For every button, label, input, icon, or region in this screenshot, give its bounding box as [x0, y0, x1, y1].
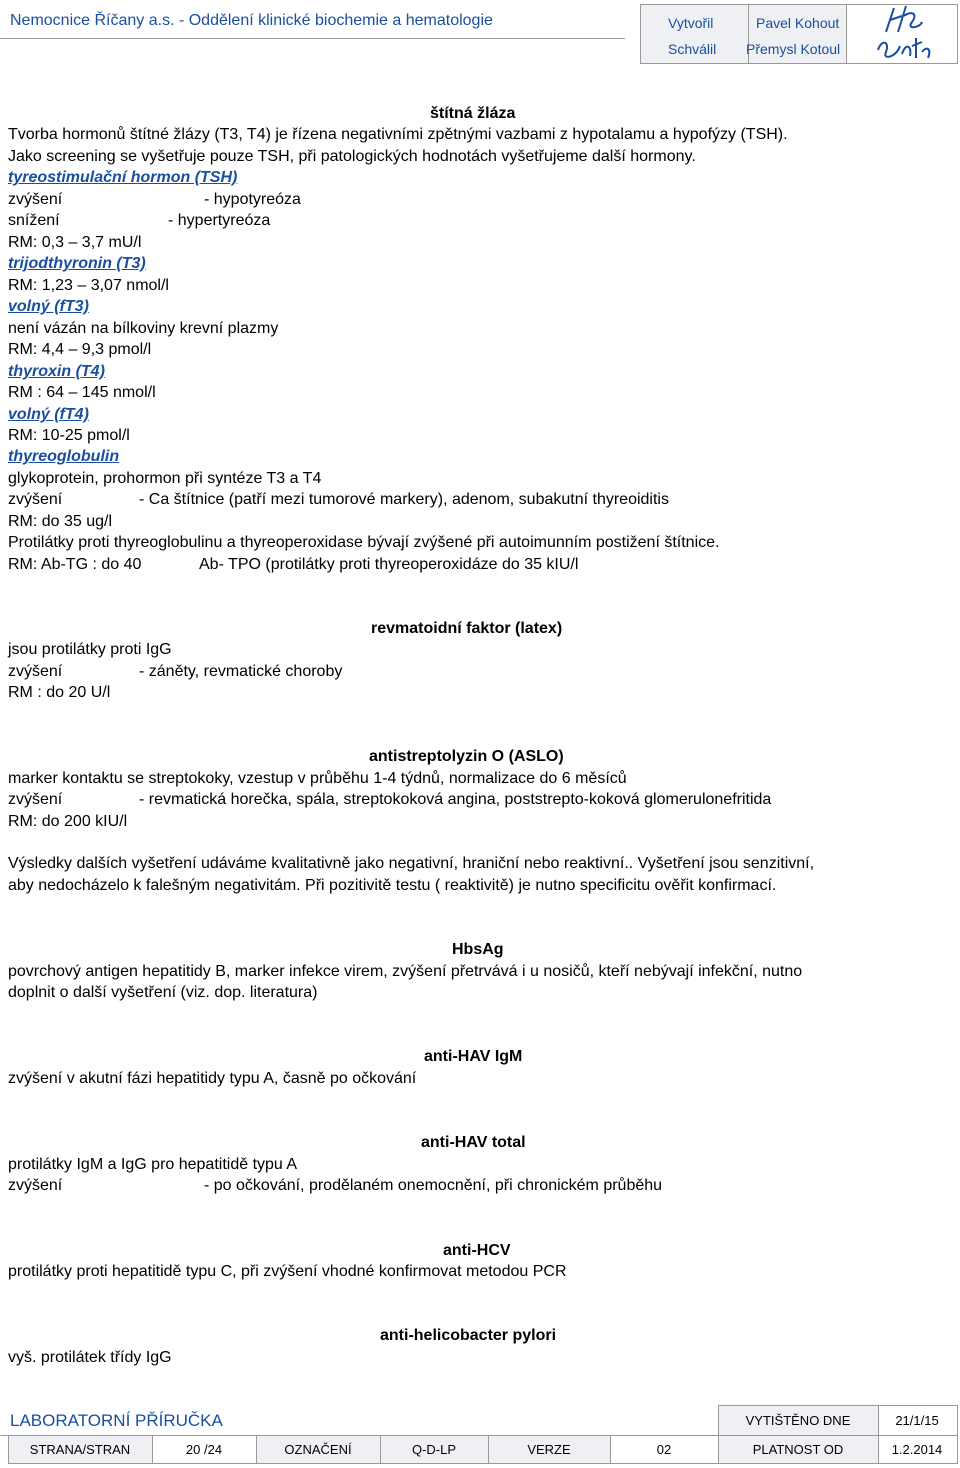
t4-reference: RM : 64 – 145 nmol/l — [8, 384, 156, 401]
aslo-line-1: marker kontaktu se streptokoky, vzestup v průběhu 1-4 týdnů, normalizace do 6 měsíců — [8, 770, 627, 787]
hav-igm-heading: anti-HAV IgM — [424, 1048, 523, 1065]
tsh-decrease-value: - hypertyreóza — [168, 212, 271, 229]
ft3-note: není vázán na bílkoviny krevní plazmy — [8, 320, 279, 337]
mark-label: OZNAČENÍ — [284, 1442, 352, 1457]
tsh-title: tyreostimulační hormon (TSH) — [8, 169, 238, 186]
rf-increase-value: - záněty, revmatické choroby — [139, 663, 343, 680]
aslo-note-2: aby nedocházelo k falešným negativitám. Při pozitivitě testu ( reaktivitě) je nutno specificitu ověřit konfirmací. — [8, 877, 777, 894]
tsh-increase-label: zvýšení — [8, 191, 63, 208]
approved-by: Přemysl Kotoul — [746, 41, 841, 57]
created-by: Pavel Kohout — [756, 15, 840, 31]
page-header — [0, 0, 960, 64]
tg-increase-label: zvýšení — [8, 491, 63, 508]
page-footer — [0, 1405, 960, 1465]
hcv-heading: anti-HCV — [443, 1242, 511, 1259]
version-value: 02 — [656, 1442, 672, 1457]
tsh-increase-value: - hypotyreóza — [204, 191, 301, 208]
thyroid-intro-1: Tvorba hormonů štítné žlázy (T3, T4) je řízena negativními zpětnými vazbami z hypotalamu a hypofýzy (TSH). — [8, 126, 788, 143]
rf-heading: revmatoidní faktor (latex) — [371, 620, 563, 637]
footer-title: LABORATORNÍ PŘÍRUČKA — [10, 1411, 223, 1430]
version-label: VERZE — [527, 1442, 571, 1457]
approved-label: Schválil — [668, 41, 717, 57]
printed-label: VYTIŠTĚNO DNE — [745, 1413, 851, 1428]
header-title: Nemocnice Říčany a.s. - Oddělení klinické biochemie a hematologie — [10, 12, 493, 29]
hav-total-heading: anti-HAV total — [421, 1134, 526, 1151]
aslo-increase-label: zvýšení — [8, 791, 63, 808]
hbsag-line-2: doplnit o další vyšetření (viz. dop. literatura) — [8, 984, 318, 1001]
hp-line-1: vyš. protilátek třídy IgG — [8, 1349, 172, 1366]
t3-title: trijodthyronin (T3) — [8, 255, 146, 272]
antibody-tpo-reference: Ab- TPO (protilátky proti thyreoperoxidáze do 35 kIU/l — [199, 556, 579, 573]
ft4-reference: RM: 10-25 pmol/l — [8, 427, 130, 444]
rf-increase-label: zvýšení — [8, 663, 63, 680]
signature-logo — [872, 2, 934, 64]
page-value: 20 /24 — [185, 1442, 223, 1457]
ft3-title: volný (fT3) — [8, 298, 89, 315]
tg-increase-value: - Ca štítnice (patří mezi tumorové markery), adenom, subakutní thyreoiditis — [139, 491, 669, 508]
created-label: Vytvořil — [668, 15, 714, 31]
antibody-tg-reference: RM: Ab-TG : do 40 — [8, 556, 142, 573]
tsh-reference: RM: 0,3 – 3,7 mU/l — [8, 234, 142, 251]
aslo-note-1: Výsledky dalších vyšetření udáváme kvalitativně jako negativní, hraniční nebo reaktivní.. Vyšetření jsou senzitivní, — [8, 855, 815, 872]
tg-title: thyreoglobulin — [8, 448, 120, 465]
ft3-reference: RM: 4,4 – 9,3 pmol/l — [8, 341, 152, 358]
thyroid-intro-2: Jako screening se vyšetřuje pouze TSH, při patologických hodnotách vyšetřujeme další hormony. — [8, 148, 696, 165]
hbsag-line-1: povrchový antigen hepatitidy B, marker infekce virem, zvýšení přetrvává i u nosičů, kteří nebývají infekční, nutno — [8, 963, 803, 980]
tg-note: glykoprotein, prohormon při syntéze T3 a T4 — [8, 470, 322, 487]
valid-label: PLATNOST OD — [752, 1442, 844, 1457]
thyroid-heading: štítná žláza — [430, 105, 516, 122]
t3-reference: RM: 1,23 – 3,07 nmol/l — [8, 277, 169, 294]
ft4-title: volný (fT4) — [8, 406, 89, 423]
hp-heading: anti-helicobacter pylori — [380, 1327, 557, 1344]
rf-line-1: jsou protilátky proti IgG — [8, 641, 172, 658]
hbsag-heading: HbsAg — [452, 941, 504, 958]
header-divider — [0, 38, 625, 39]
printed-value: 21/1/15 — [895, 1413, 939, 1428]
hcv-line-1: protilátky proti hepatitidě typu C, při zvýšení vhodné konfirmovat metodou PCR — [8, 1263, 567, 1280]
hav-total-increase-label: zvýšení — [8, 1177, 63, 1194]
aslo-reference: RM: do 200 kIU/l — [8, 813, 128, 830]
tg-reference: RM: do 35 ug/l — [8, 513, 113, 530]
mark-value: Q-D-LP — [411, 1442, 457, 1457]
rf-reference: RM : do 20 U/l — [8, 684, 111, 701]
hav-igm-line-1: zvýšení v akutní fázi hepatitidy typu A, časně po očkování — [8, 1070, 417, 1087]
tsh-decrease-label: snížení — [8, 212, 60, 229]
aslo-increase-value: - revmatická horečka, spála, streptokoková angina, poststrepto-koková glomerulonefritida — [139, 791, 772, 808]
valid-value: 1.2.2014 — [891, 1442, 943, 1457]
hav-total-line-1: protilátky IgM a IgG pro hepatitidě typu A — [8, 1156, 298, 1173]
t4-title: thyroxin (T4) — [8, 363, 105, 380]
antibody-note: Protilátky proti thyreoglobulinu a thyreoperoxidase bývají zvýšené při autoimunním postižení štítnice. — [8, 534, 720, 551]
hav-total-increase-value: - po očkování, prodělaném onemocnění, při chronickém průběhu — [204, 1177, 663, 1194]
page-label: STRANA/STRAN — [29, 1442, 131, 1457]
aslo-heading: antistreptolyzin O (ASLO) — [369, 748, 564, 765]
